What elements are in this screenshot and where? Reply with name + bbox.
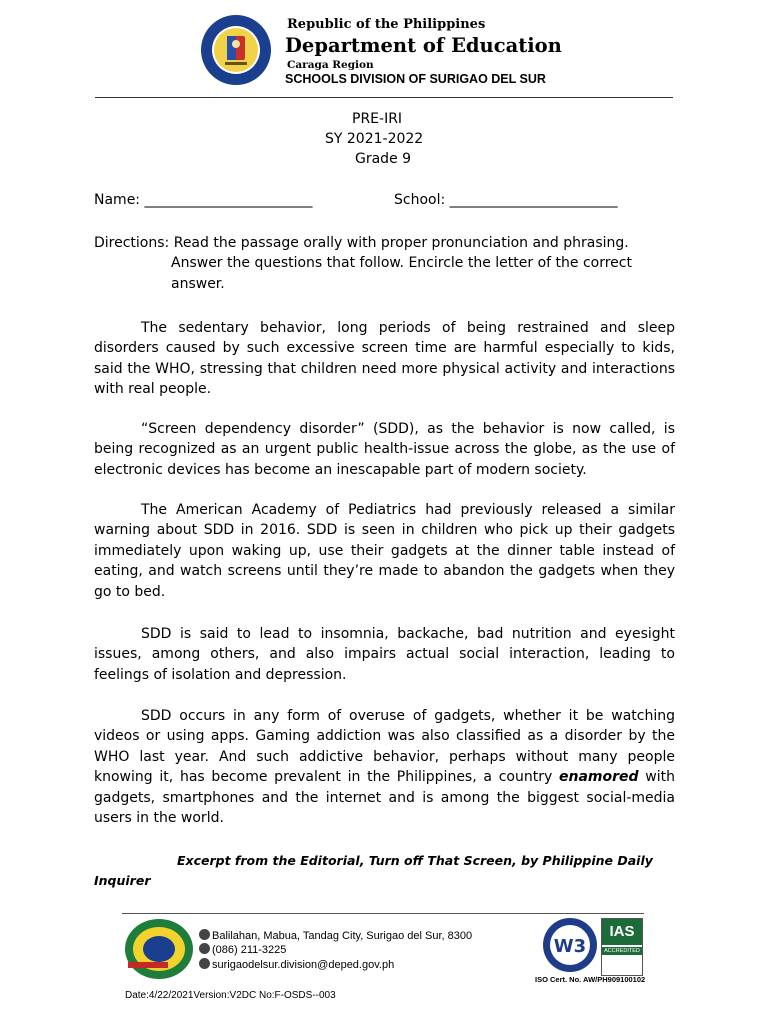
passage-text-5: [94, 706, 675, 828]
ias-accredited-logo: [601, 918, 643, 976]
passage-paragraph-2: [94, 419, 675, 480]
passage-paragraph-3: [94, 500, 675, 602]
passage-paragraph-4: [94, 624, 675, 685]
email-icon: [199, 958, 210, 969]
name-label: Name:: [94, 192, 141, 208]
school-blank[interactable]: ________________________: [449, 192, 618, 208]
school-field[interactable]: [394, 192, 618, 208]
footer-address: Balilahan, Mabua, Tandag City, Surigao del Sur, 8300: [212, 930, 473, 942]
grade-level: Grade 9: [355, 151, 412, 167]
svg-text:W3: W3: [553, 936, 587, 957]
w3-certification-logo: [541, 917, 599, 973]
location-icon: [199, 929, 210, 940]
directions-line2: Answer the questions that follow. Encircle the letter of the correct: [171, 255, 632, 272]
passage-paragraph-1: [94, 318, 675, 400]
phone-icon: [199, 943, 210, 954]
deped-seal-logo: [200, 14, 272, 86]
passage-paragraph-5: [94, 706, 675, 828]
header-divider: [95, 97, 673, 98]
footer-divider: [122, 913, 644, 914]
source-line-2: Inquirer: [94, 873, 151, 888]
footer-email-row[interactable]: [199, 958, 394, 971]
source-line-1: Excerpt from the Editorial, Turn off That Screen, by Philippine Daily: [177, 853, 653, 868]
department-title: Department of Education: [285, 34, 562, 57]
directions-line3: answer.: [171, 275, 225, 292]
name-field[interactable]: [94, 192, 312, 208]
directions-line1: Read the passage orally with proper pronunciation and phrasing.: [173, 235, 629, 251]
school-label: School:: [394, 192, 446, 208]
footer-phone-row: [199, 943, 286, 956]
iso-cert-number: ISO Cert. No. AW/PH909100102: [535, 975, 646, 984]
republic-label: Republic of the Philippines: [287, 17, 486, 32]
test-title: PRE-IRI: [352, 111, 403, 127]
school-year: SY 2021-2022: [325, 131, 424, 147]
ias-label: IAS: [602, 919, 642, 945]
emphasized-word: enamored: [559, 769, 639, 786]
region-label: Caraga Region: [287, 59, 374, 71]
directions: [94, 233, 632, 294]
footer-address-row: [199, 929, 472, 942]
passage-text-5a: SDD occurs in any form of overuse of gadgets, whether it be watching videos or using apps. Gaming addiction was also classified as a disorder by the WHO last year. And such addictive behavior, perhaps without many people knowing it, has become prevalent in the Philippines, a country: [94, 708, 675, 786]
document-info: Date:4/22/2021Version:V2DC No:F-OSDS--003: [125, 990, 336, 1001]
footer-email[interactable]: surigaodelsur.division@deped.gov.ph: [212, 959, 395, 971]
passage-text-2: “Screen dependency disorder” (SDD), as the behavior is now called, is being recognized as an urgent public health-issue across the globe, as the use of electronic devices has become an inescapable part of modern society.: [94, 421, 675, 478]
directions-label: Directions:: [94, 235, 170, 251]
passage-text-1: The sedentary behavior, long periods of being restrained and sleep disorders caused by such excessive screen time are harmful especially to kids, said the WHO, stressing that children need more physical activity and interactions with real people.: [94, 320, 675, 398]
footer-phone: (086) 211-3225: [212, 944, 287, 956]
passage-text-3: The American Academy of Pediatrics had previously released a similar warning about SDD in 2016. SDD is seen in children who pick up their gadgets immediately upon waking up, use their gadgets at the dinner table instead of eating, and watch screens until they’re made to abandon the gadgets when they go to bed.: [94, 502, 675, 600]
passage-text-4: SDD is said to lead to insomnia, backache, bad nutrition and eyesight issues, among others, and also impairs actual social interaction, leading to feelings of isolation and depression.: [94, 626, 675, 683]
name-blank[interactable]: ________________________: [144, 192, 313, 208]
passage-text-5b: with gadgets, smartphones and the internet and is among the biggest social-media users in the world.: [94, 769, 676, 827]
division-logo: [124, 918, 194, 980]
division-label: SCHOOLS DIVISION OF SURIGAO DEL SUR: [285, 72, 546, 86]
ias-sub: ACCREDITED: [602, 947, 642, 955]
